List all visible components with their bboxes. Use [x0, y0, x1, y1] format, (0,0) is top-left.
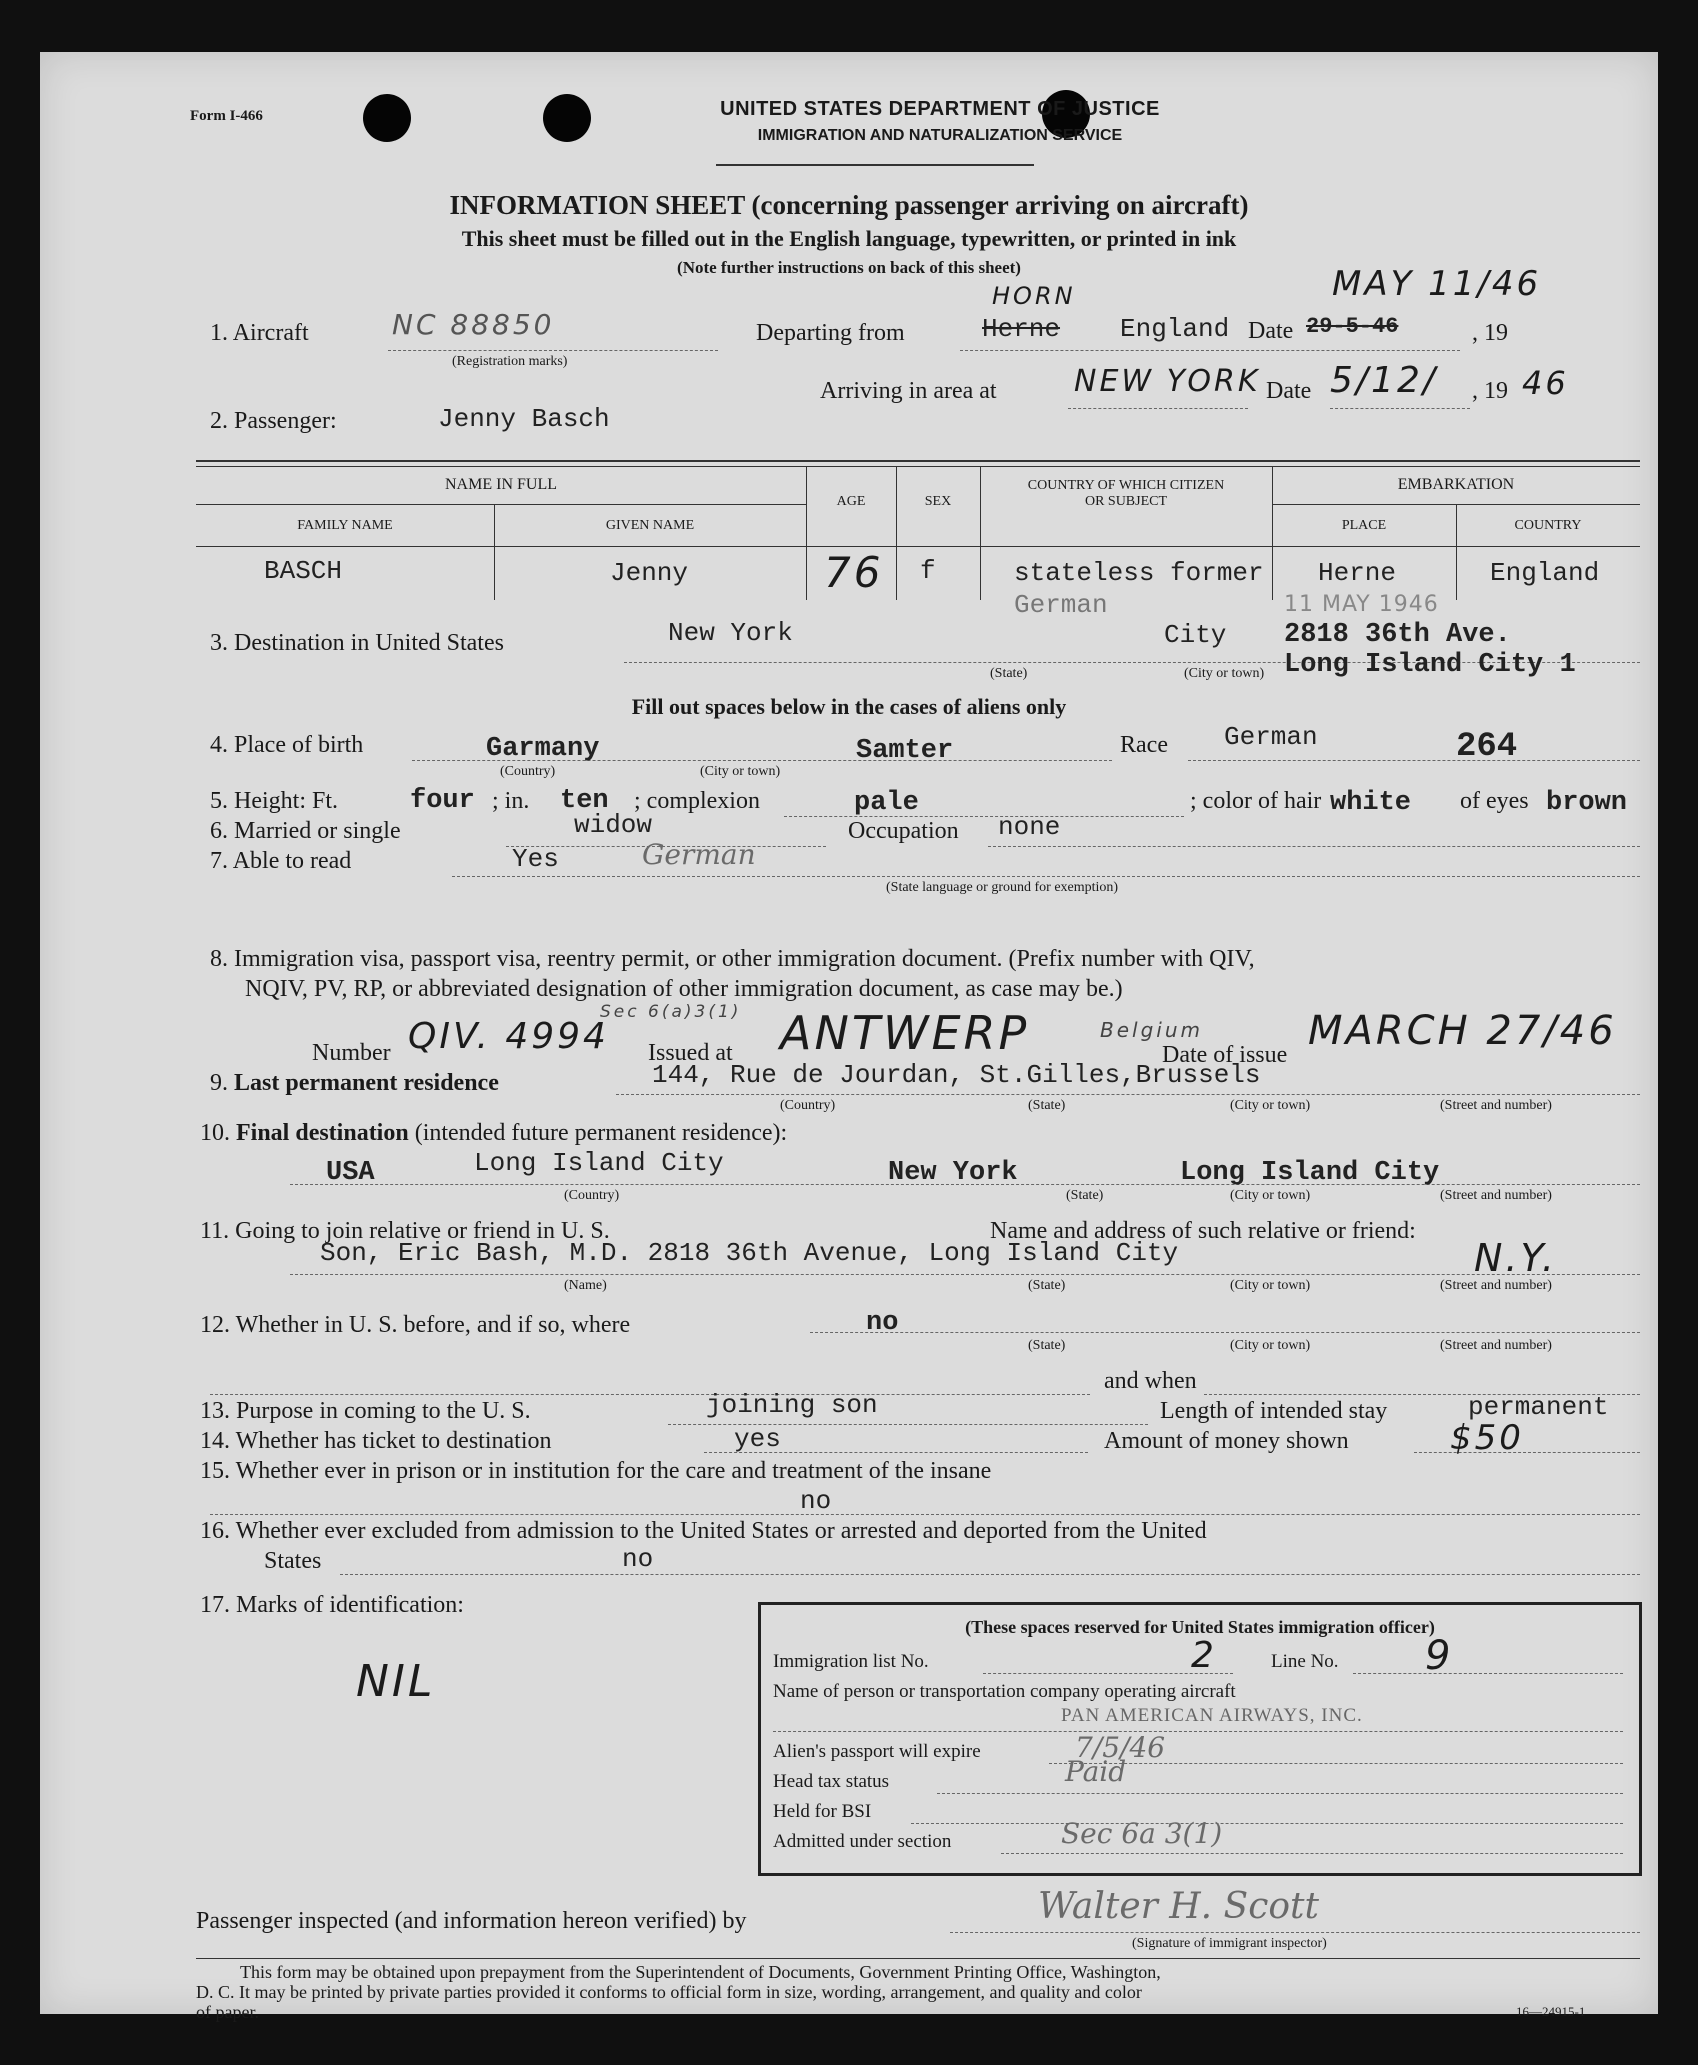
item5-label: 5. Height: Ft.	[210, 788, 339, 814]
rule	[937, 1793, 1623, 1794]
department-name: UNITED STATES DEPARTMENT OF JUSTICE	[720, 98, 1160, 120]
item10-label: 10. Final destination (intended future permanent residence):	[200, 1120, 788, 1146]
rule	[784, 816, 1184, 817]
city-caption: (City or town)	[1230, 1188, 1311, 1203]
birth-city-value: Samter	[856, 736, 954, 766]
arrive-handwritten: NEW YORK	[1074, 364, 1261, 399]
company-label: Name of person or transportation company operating aircraft	[773, 1681, 1236, 1702]
family-name-value: BASCH	[264, 556, 343, 586]
read-language-handwritten: German	[642, 838, 756, 871]
rule	[773, 1731, 1623, 1732]
relative-name-label: Name and address of such relative or friend:	[990, 1218, 1416, 1244]
tax-label: Head tax status	[773, 1771, 890, 1792]
footer-line1: This form may be obtained upon prepayment from the Superintendent of Documents, Government Printing Office, Washington,	[240, 1962, 1161, 1982]
item8-line1: 8. Immigration visa, passport visa, reentry permit, or other immigration document. (Prefix number with QIV,	[210, 946, 1255, 972]
place-head: PLACE	[1341, 518, 1387, 533]
item2-label: 2. Passenger:	[210, 408, 337, 434]
item3-label: 3. Destination in United States	[210, 630, 504, 656]
money-handwritten: $50	[1450, 1418, 1524, 1458]
rule	[988, 846, 1640, 847]
rule	[1001, 1853, 1623, 1854]
read-caption: (State language or ground for exemption)	[886, 880, 1119, 895]
given-name-head: GIVEN NAME	[605, 518, 695, 533]
occupation-label: Occupation	[848, 818, 959, 844]
final-street-value: Long Island City	[1180, 1158, 1440, 1188]
sheet-number: 264	[1456, 728, 1518, 766]
city-caption: (City or town)	[1230, 1098, 1311, 1113]
rule	[1188, 760, 1640, 761]
passport-handwritten: 7/5/46	[1075, 1731, 1166, 1764]
item12-label: 12. Whether in U. S. before, and if so, where	[200, 1312, 631, 1338]
relative-value: Son, Eric Bash, M.D. 2818 36th Avenue, Long Island City	[320, 1238, 1179, 1268]
sex-head: SEX	[924, 494, 952, 509]
height-in-value: ten	[560, 786, 609, 816]
in-label: ; in.	[492, 788, 530, 814]
city-caption: (City or town)	[700, 764, 781, 779]
destination-city: Long Island City 1	[1284, 650, 1576, 680]
visa-number-label: Number	[312, 1040, 391, 1066]
header-underline	[716, 164, 1034, 166]
signature-caption: (Signature of immigrant inspector)	[1132, 1936, 1327, 1951]
complexion-label: ; complexion	[634, 788, 760, 814]
header-agency	[470, 98, 1410, 145]
rule	[1049, 1763, 1623, 1764]
ticket-value: yes	[734, 1424, 781, 1454]
rule	[340, 1574, 1640, 1575]
read-value: Yes	[512, 844, 559, 874]
name-caption: (Name)	[564, 1278, 607, 1293]
when-label: and when	[1104, 1368, 1197, 1394]
reg-caption: (Registration marks)	[452, 354, 568, 369]
embarkation-head: EMBARKATION	[1397, 476, 1515, 493]
name-in-full-head: NAME IN FULL	[445, 476, 557, 493]
race-label: Race	[1120, 732, 1168, 758]
stay-label: Length of intended stay	[1160, 1398, 1388, 1424]
depart-handwritten: HORN	[992, 282, 1076, 310]
date-issue-label: Date of issue	[1162, 1042, 1288, 1068]
street-caption: (Street and number)	[1440, 1098, 1552, 1113]
service-name: IMMIGRATION AND NATURALIZATION SERVICE	[757, 127, 1123, 144]
date-issue-handwritten: MARCH 27/46	[1308, 1008, 1617, 1054]
street-caption: (Street and number)	[1440, 1278, 1552, 1293]
embark-country-head: COUNTRY	[1514, 518, 1582, 533]
footer-rule	[196, 1958, 1640, 1959]
item8-line2: NQIV, PV, RP, or abbreviated designation of other immigration document, as case may be.)	[245, 976, 1123, 1002]
date-handwritten: MAY 11/46	[1332, 264, 1542, 304]
country-caption: (Country)	[500, 764, 556, 779]
stay-value: permanent	[1468, 1392, 1609, 1422]
item7-label: 7. Able to read	[210, 848, 352, 874]
final-city-value: Long Island City	[474, 1148, 724, 1178]
list-handwritten: 2	[1191, 1635, 1217, 1676]
form-subtitle: This sheet must be filled out in the English language, typewritten, or printed in ink	[461, 226, 1237, 251]
complexion-value: pale	[854, 788, 919, 818]
rule	[1330, 408, 1470, 409]
city-caption: (City or town)	[1230, 1278, 1311, 1293]
state-caption: (State)	[990, 666, 1028, 681]
footer-line2: D. C. It may be printed by private parties provided it conforms to official form in size, wording, arrangement, and quality and color	[196, 1982, 1142, 2002]
form-sheet	[40, 52, 1658, 2022]
birth-country-value: Garmany	[486, 734, 600, 764]
prison-value: no	[800, 1486, 832, 1516]
embark-place-value: Herne	[1318, 558, 1397, 588]
footer-line3: of paper.	[196, 2002, 259, 2022]
rule	[388, 350, 718, 351]
admitted-handwritten: Sec 6a 3(1)	[1061, 1817, 1223, 1850]
inspected-label: Passenger inspected (and information hereon verified) by	[196, 1908, 747, 1934]
excluded-value: no	[622, 1544, 654, 1574]
country-caption: (Country)	[780, 1098, 836, 1113]
admitted-label: Admitted under section	[773, 1831, 952, 1852]
visa-number-handwritten: QIV. 4994	[408, 1016, 609, 1057]
state-caption: (State)	[1028, 1278, 1066, 1293]
passenger-value: Jenny Basch	[438, 404, 610, 434]
marital-value: widow	[574, 810, 653, 840]
depart-country: England	[1120, 314, 1230, 344]
item15-label: 15. Whether ever in prison or in institution for the care and treatment of the insane	[200, 1458, 992, 1484]
citizen-value: stateless former	[1014, 558, 1264, 588]
aircraft-value: NC 88850	[392, 308, 555, 341]
item1-label: 1. Aircraft	[210, 320, 309, 346]
money-label: Amount of money shown	[1104, 1428, 1349, 1454]
aliens-note: Fill out spaces below in the cases of aliens only	[631, 694, 1067, 719]
form-number: Form I-466	[190, 108, 263, 124]
country-caption: (Country)	[564, 1188, 620, 1203]
arriving-label: Arriving in area at	[820, 378, 997, 404]
inspector-signature: Walter H. Scott	[1038, 1886, 1319, 1927]
rule	[911, 1823, 1623, 1824]
item16-label-2: States	[264, 1548, 322, 1574]
officer-box	[758, 1602, 1642, 1876]
eyes-label: of eyes	[1460, 788, 1529, 814]
signature-line	[950, 1932, 1640, 1933]
line-handwritten: 9	[1425, 1633, 1454, 1679]
rule	[1068, 408, 1248, 409]
form-note: (Note further instructions on back of this sheet)	[677, 258, 1021, 277]
arrive-date-label: Date	[1266, 378, 1312, 404]
table-header-rule	[196, 546, 1640, 547]
table-col-line	[896, 466, 897, 600]
state-caption: (State)	[1066, 1188, 1104, 1203]
destination-state: New York	[668, 618, 793, 648]
departing-label: Departing from	[756, 320, 905, 346]
date-struck: 29-5-46	[1306, 314, 1399, 339]
city-caption: (City or town)	[1184, 666, 1265, 681]
line-label: Line No.	[1271, 1651, 1339, 1672]
rule	[616, 1094, 1640, 1095]
arrive-date-handwritten: 5/12/	[1330, 360, 1438, 401]
embark-country-value: England	[1490, 558, 1600, 588]
city-caption: (City or town)	[1230, 1338, 1311, 1353]
depart-struck: Herne	[982, 314, 1061, 344]
destination-street: 2818 36th Ave.	[1284, 620, 1511, 650]
street-caption: (Street and number)	[1440, 1188, 1552, 1203]
date-stamp: 11 MAY 1946	[1284, 592, 1439, 617]
final-state-value: New York	[888, 1158, 1018, 1188]
issued-handwritten: ANTWERP	[780, 1006, 1030, 1060]
item13-label: 13. Purpose in coming to the U. S.	[200, 1398, 531, 1424]
given-name-value: Jenny	[610, 558, 689, 588]
rule	[1414, 1452, 1640, 1453]
citizen-value-2: German	[1014, 590, 1108, 620]
date-label: Date	[1248, 318, 1294, 344]
state-caption: (State)	[1028, 1098, 1066, 1113]
item4-label: 4. Place of birth	[210, 732, 364, 758]
street-caption: (Street and number)	[1440, 1338, 1552, 1353]
hair-label: ; color of hair	[1190, 788, 1322, 814]
rule	[290, 1274, 1640, 1275]
citizen-head: COUNTRY OF WHICH CITIZEN OR SUBJECT	[1027, 478, 1225, 509]
age-head: AGE	[836, 494, 866, 509]
table-top-rule	[196, 460, 1640, 462]
item17-label: 17. Marks of identification:	[200, 1592, 464, 1618]
eyes-value: brown	[1546, 788, 1628, 818]
section-handwritten: Sec 6(a)3(1)	[600, 1002, 742, 1022]
item16-label: 16. Whether ever excluded from admission to the United States or arrested and deported from the United	[200, 1518, 1207, 1544]
sex-value: f	[920, 556, 936, 586]
age-value: 76	[824, 548, 884, 597]
arrive-century-label: , 19	[1472, 378, 1508, 404]
purpose-value: joining son	[706, 1390, 878, 1420]
century-label: , 19	[1472, 320, 1508, 346]
rule	[452, 876, 1640, 877]
passport-label: Alien's passport will expire	[773, 1741, 981, 1762]
tax-handwritten: Paid	[1065, 1755, 1127, 1788]
last-residence-value: 144, Rue de Jourdan, St.Gilles,Brussels	[652, 1060, 1261, 1090]
rule	[1353, 1673, 1623, 1674]
belgium-handwritten: Belgium	[1100, 1018, 1203, 1042]
table-col-line	[806, 466, 807, 600]
rule	[210, 1514, 1640, 1515]
race-value: German	[1224, 722, 1318, 752]
issued-label: Issued at	[648, 1040, 733, 1066]
item14-label: 14. Whether has ticket to destination	[200, 1428, 552, 1454]
officer-head: (These spaces reserved for United States immigration officer)	[965, 1617, 1435, 1637]
table-subheader-rule	[196, 504, 806, 505]
form-title: INFORMATION SHEET (concerning passenger arriving on aircraft)	[449, 190, 1249, 220]
rule	[960, 350, 1460, 351]
family-name-head: FAMILY NAME	[297, 518, 393, 533]
height-ft-value: four	[410, 786, 475, 816]
company-stamp: PAN AMERICAN AIRWAYS, INC.	[1061, 1705, 1363, 1726]
arrive-year-handwritten: 46	[1522, 364, 1569, 402]
relative-state-handwritten: N.Y.	[1474, 1236, 1557, 1280]
list-label: Immigration list No.	[773, 1651, 929, 1672]
occupation-value: none	[998, 812, 1061, 842]
final-country-value: USA	[326, 1158, 375, 1188]
destination-city-word: City	[1164, 620, 1227, 650]
table-top-rule	[196, 466, 1640, 467]
item11-label: 11. Going to join relative or friend in U. S.	[200, 1218, 610, 1244]
form-code: 16—24915-1	[1516, 2004, 1586, 2019]
punch-hole	[363, 94, 411, 142]
bsi-label: Held for BSI	[773, 1801, 872, 1822]
state-caption: (State)	[1028, 1338, 1066, 1353]
marks-handwritten: NIL	[356, 1656, 436, 1707]
before-value: no	[866, 1308, 899, 1338]
rule	[810, 1332, 1640, 1333]
hair-value: white	[1330, 788, 1412, 818]
item9-label: 9. Last permanent residence	[210, 1070, 499, 1096]
rule	[210, 1394, 1090, 1395]
item6-label: 6. Married or single	[210, 818, 401, 844]
